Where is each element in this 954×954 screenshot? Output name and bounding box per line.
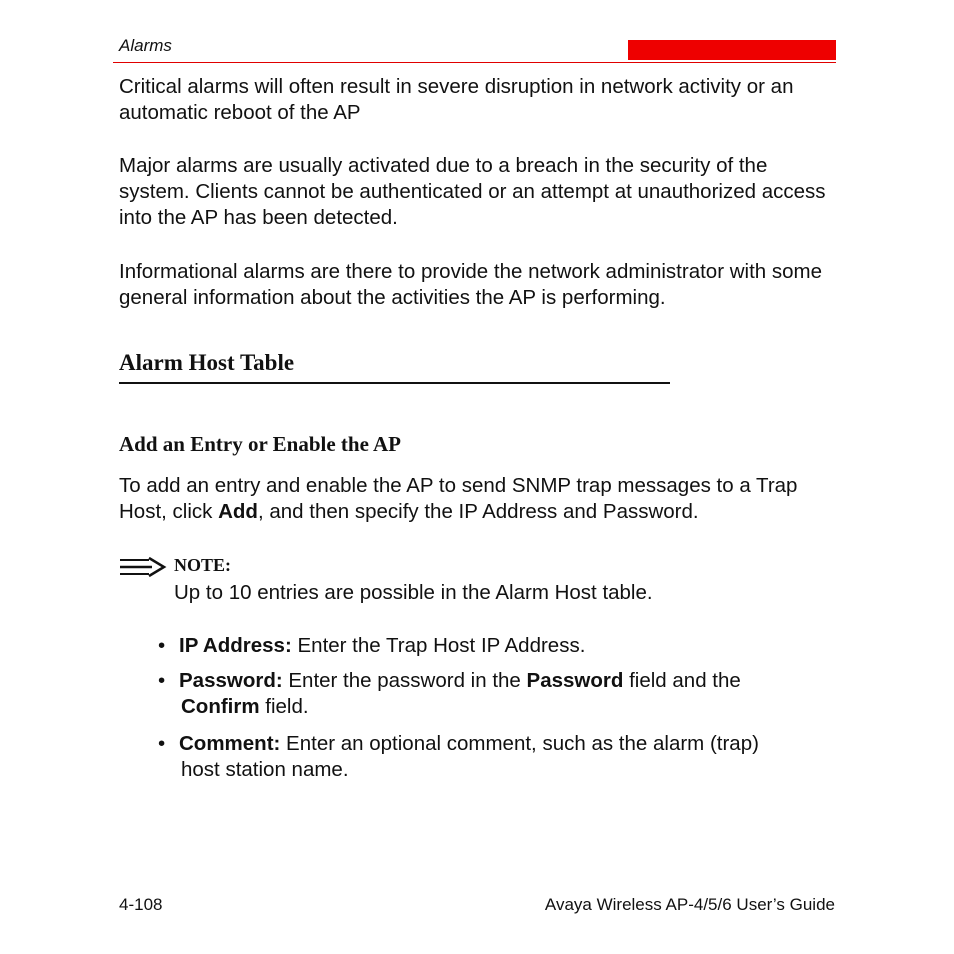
paragraph-informational: Informational alarms are there to provide the network administrator with some general information about the activities the AP is performing. bbox=[119, 260, 823, 309]
bullet-ip-address bbox=[158, 633, 818, 659]
password-term: Password: bbox=[179, 669, 283, 692]
paragraph-critical: Critical alarms will often result in severe disruption in network activity or an automatic reboot of the AP bbox=[119, 75, 794, 124]
note-text: Up to 10 entries are possible in the Alarm Host table. bbox=[174, 581, 653, 604]
ip-address-term: IP Address: bbox=[179, 634, 292, 657]
ip-address-text: Enter the Trap Host IP Address. bbox=[291, 634, 586, 657]
bullet-password bbox=[158, 668, 818, 720]
comment-text-1: Enter an optional comment, such as the alarm (trap) bbox=[280, 732, 759, 755]
bullet-comment bbox=[158, 731, 818, 783]
header-accent-bar bbox=[628, 40, 836, 60]
bullet-dot: • bbox=[158, 669, 166, 692]
password-text-2: field and the bbox=[623, 669, 741, 692]
password-field-term: Password bbox=[526, 669, 624, 692]
header-section-label: Alarms bbox=[119, 36, 172, 55]
comment-text-2: host station name. bbox=[181, 758, 349, 781]
section-rule bbox=[119, 382, 670, 384]
comment-term: Comment: bbox=[179, 732, 281, 755]
header-rule bbox=[113, 62, 836, 63]
subsection-heading: Add an Entry or Enable the AP bbox=[119, 432, 401, 456]
note-label: NOTE: bbox=[174, 555, 232, 575]
guide-title: Avaya Wireless AP-4/5/6 User’s Guide bbox=[544, 895, 835, 914]
section-heading: Alarm Host Table bbox=[119, 350, 295, 375]
bullet-dot: • bbox=[158, 732, 166, 755]
paragraph-major: Major alarms are usually activated due to a breach in the security of the system. Clients cannot be authenticated or an attempt at unauthorized access into the AP has been detected. bbox=[119, 154, 826, 229]
confirm-field-term: Confirm bbox=[181, 695, 260, 718]
bullet-dot: • bbox=[158, 634, 166, 657]
page-number: 4-108 bbox=[119, 895, 163, 914]
note-arrow-icon bbox=[119, 555, 167, 579]
intro-add-term: Add bbox=[218, 500, 258, 523]
intro-text-end: , and then specify the IP Address and Password. bbox=[257, 500, 699, 523]
subsection-intro bbox=[119, 473, 839, 525]
password-text-3: field. bbox=[259, 695, 309, 718]
password-text-1: Enter the password in the bbox=[282, 669, 527, 692]
intro-text: To add an entry and enable the AP to send SNMP trap messages to a Trap Host, click bbox=[119, 474, 798, 523]
